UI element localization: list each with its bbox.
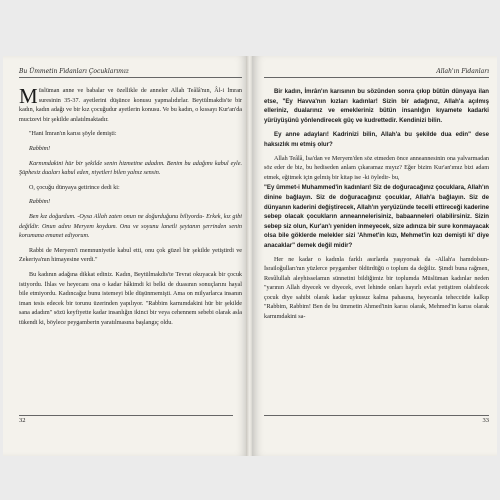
paragraph: Her ne kadar o kadınla farklı asırlarda yaşıyorsak da -Allah'a hamdolsun- İsrailoğulları'nın yüzlerce peygamber öldürdüğü o toplum da değiliz. Şimdi buna rağmen, Resûlullah aleyhisselamın sünnetini bildiğimiz bir toplumda Müslüman kadınlar neden "yarının Allah diyecek ve diyecek, evet lehinde onları hayırlı evlat yetiştiren olabilecek çocuk diye sahibi olarak kadar uykusuz kalma pahasına, heyecanla teheccüde kalkıp "Rabbim, Rabbim! Ben de bu ümmetin Ahmed'inin karısı olarak, Mehmed'in karısı olarak karnımdakini sa-	[264, 256, 489, 321]
paragraph: Rabbi de Meryem'i memnuniyetle kabul etti, onu çok güzel bir şekilde yetiştirdi ve Zekeriya'nın himayesine verdi."	[19, 247, 242, 264]
paragraph: Rabbim!	[29, 145, 51, 152]
paragraph: Ben kız doğurdum. -Oysa Allah zaten onun ne doğurduğunu biliyordu- Erkek, kız gibi değildir. Onun adını Meryem koydum. Onu ve soyunu lanetli şeytanın şerrinden senin korumana emanet ediyorum.	[19, 213, 242, 240]
left-page-header: Bu Ümmetin Fidanları Çocuklarımız	[19, 68, 242, 78]
paragraph: Bu kadının adağına dikkat ediniz. Kadın, Beytülmakdis'te Tevrat okuyacak bir çocuk istiyordu. İhlas ve heyecanı ona o kadar hâkimdi ki belki de duasının sonuçlarını hayal bile etmiyordu. Kadıncağız bunu istemeyi bile düşünmemişti. Ama on milyarlarca insanın iman tesis edecek bir torunu üzerinden yapılıyor. "Rabbim karnımdakini hür bir şekilde sana adadım" sözü keyfiyette kadar insanlığın ikinci bir veya cehennem sebebi olarak asla tükendi ki, böylece peygamberin yaratılmasına başlangıç oldu.	[19, 271, 242, 326]
paragraph: "Ey ümmet-i Muhammed'in kadınları! Siz de doğuracağınız çocuklara, Allah'ın dinine bağlayın. Siz de doğuracağınız çocuklar, Allah'a bağlayın. Siz de dünyanın kaderini değiştirecek, Allah'ın yeryüzünde tecelli ettireceği kaderine sebep olacak çocukların anneannelerisiniz, babaanneleri olabilirsiniz. Sizin sebep siz olun, Kur'an'ı yeniden inmeyecek, size adınıza bir sure konmayacak olsa bile göklerde melekler sizi 'Ahmet'in kızı, Mehmet'in kızı demişti ki' diye anacaklar" demek değil midir?	[264, 184, 489, 249]
left-page-number: 32	[19, 415, 233, 424]
left-page-body	[19, 84, 242, 328]
right-page-header: Allah'ın Fidanları	[264, 68, 489, 78]
paragraph: Karnımdakini hür bir şekilde senin hizmetine adadım. Benim bu adağımı kabul eyle. Şüphesiz duaları kabul eden, niyetleri bilen yalnız sensin.	[19, 160, 242, 177]
drop-cap: M	[19, 84, 38, 108]
paragraph: Rabbim!	[29, 199, 51, 206]
left-page	[3, 56, 248, 456]
paragraph: üslüman anne ve babalar ve özellikle de anneler Allah Teâlâ'nın, Âl-i İmran suresinin 35-37. ayetlerini düşünce konusu yapmalıdırlar. Beytülmakdis'te bir kadın, kadın adağı ve bir kız çocuğudur ayetlerin konusu. Ve bu kadın, o kıssayı Kur'an'da mucizevi bir şekilde anlatılmaktadır.	[19, 88, 242, 123]
paragraph: "Hani İmran'ın karısı şöyle demişti:	[29, 131, 117, 138]
paragraph: Allah Teâlâ, İsa'dan ve Meryem'den söz etmeden önce anneannesinin ona yalvarmadan söz eder de biz, bu hediseden anlam çıkaramaz mıyız? Eğer bizim Kur'an'ımız bizi adam etmek, eğitmek için gelmiş bir kitap ise -ki öyledir- bu,	[264, 155, 489, 181]
paragraph: O, çocuğu dünyaya getirince dedi ki:	[29, 184, 120, 191]
right-page-body	[264, 87, 489, 323]
right-page	[252, 56, 497, 456]
paragraph: Ey anne adayları! Kadrinizi bilin, Allah'a bu şekilde dua edin" dese haksızlık mı etmiş olur?	[264, 131, 489, 148]
paragraph: Bir kadın, İmrân'ın karısının bu sözünden sonra çıkıp bütün dünyaya ilan etse, "Ey Havva'nın kızları kadınlar! Sizin bir adağınız, Allah'a açılmış elleriniz, dualarınız ve emekleriniz bütün insanlığın kıyamete kadarki yürüyüşünü yönlendirecek güç ve kudrettedir. Kendinizi bilin.	[264, 88, 489, 124]
right-page-number: 33	[264, 415, 489, 424]
